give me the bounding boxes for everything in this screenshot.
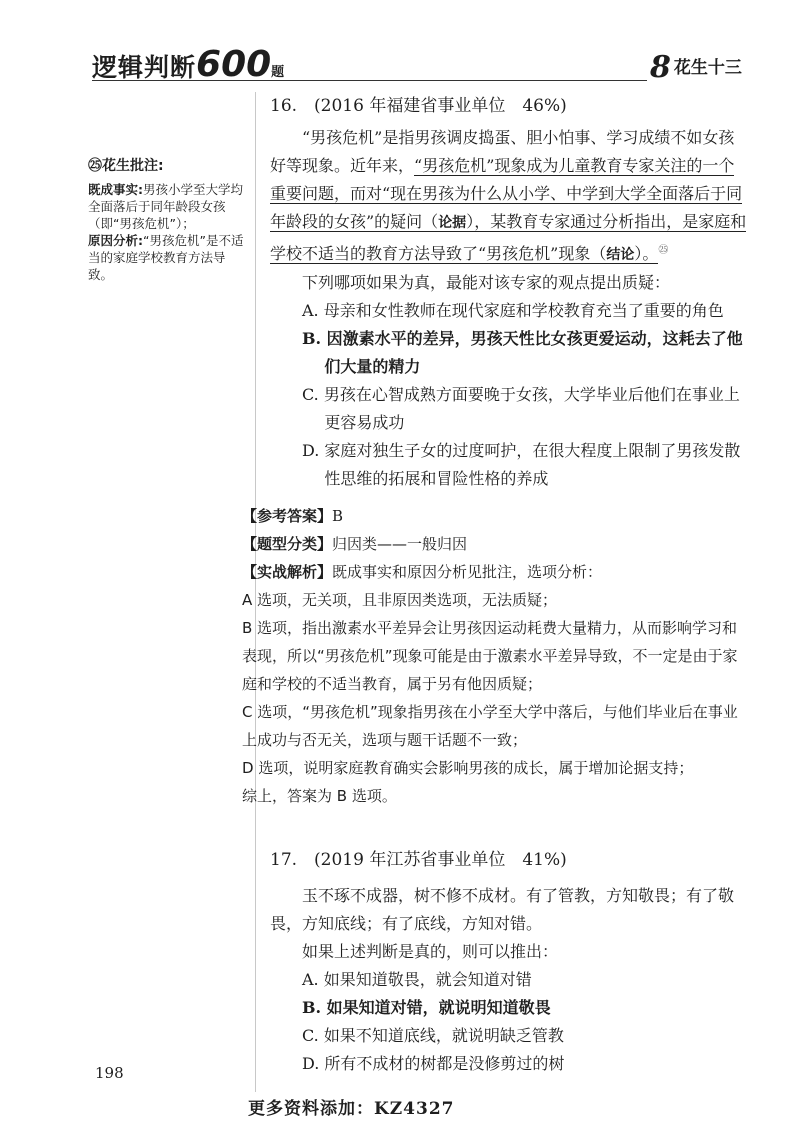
option-b: B. 因激素水平的差异，男孩天性比女孩更爱运动，这耗去了他们大量的精力	[302, 329, 743, 377]
analysis-intro: 【实战解析】既成事实和原因分析见批注，选项分析：	[242, 563, 603, 581]
sidebar-annotation	[88, 158, 248, 283]
option-d: D. 家庭对独生子女的过度呵护，在很大程度上限制了男孩发散性思维的拓展和冒险性格的养成	[302, 441, 741, 489]
question-17	[270, 846, 748, 1078]
header-rule	[92, 80, 647, 81]
option-d: D. 所有不成材的树都是没修剪过的树	[302, 1054, 565, 1073]
keyword-conclusion: 结论	[606, 247, 635, 264]
annotation-reason: 原因分析:“男孩危机”是不适当的家庭学校教育方法导致。	[88, 233, 244, 282]
annotation-mark: ㉕	[658, 245, 669, 256]
page-number: 198	[95, 1064, 124, 1082]
reference-answer: 【参考答案】B	[242, 507, 344, 525]
footer-watermark: 更多资料添加：KZ4327	[248, 1099, 455, 1119]
question-heading: 16. (2016 年福建省事业单位 46%)	[270, 96, 567, 116]
badge-mark: 8	[650, 50, 671, 85]
keyword-evidence: 论据	[438, 215, 467, 231]
option-a: A. 母亲和女性教师在现代家庭和学校教育充当了重要的角色	[302, 301, 724, 321]
question-prompt: 如果上述判断是真的，则可以推出：	[302, 942, 559, 961]
analysis-c: C 选项，“男孩危机”现象指男孩在小学至大学中落后，与他们毕业后在事业上成功与否无关，选项与题干话题不一致；	[242, 703, 738, 749]
annotation-title: ㉕花生批注:	[88, 158, 164, 174]
question-16	[270, 92, 748, 493]
option-b: B. 如果知道对错，就说明知道敬畏	[302, 998, 551, 1017]
annotation-fact: 既成事实:男孩小学至大学均全面落后于同年龄段女孩（即“男孩危机”）；	[88, 182, 244, 231]
option-a: A. 如果知道敬畏，就会知道对错	[302, 970, 532, 989]
analysis-d: D 选项，说明家庭教育确实会影响男孩的成长，属于增加论据支持；	[242, 759, 694, 777]
analysis-b: B 选项，指出激素水平差异会让男孩因运动耗费大量精力，从而影响学习和表现，所以“男孩危机”现象可能是由于激素水平差异导致，不一定是由于家庭和学校的不适当教育，属于另有他因质疑；	[242, 619, 738, 693]
running-header-title: 逻辑判断600题	[92, 44, 286, 85]
question-type: 【题型分类】归因类——一般归因	[242, 535, 468, 553]
question-stem: “男孩危机”是指男孩调皮捣蛋、胆小怕事、学习成绩不如女孩好等现象。近年来，“男孩危机”现象成为儿童教育专家关注的一个重要问题，而对“现在男孩为什么从小学、中学到大学全面落后于同年龄段的女孩”的疑问（论据），某教育专家通过分析指出，是家庭和学校不适当的教育方法导致了“男孩危机”现象（结论）。$^㉕$	[270, 128, 747, 264]
question-prompt: 下列哪项如果为真，最能对该专家的观点提出质疑：	[302, 273, 671, 293]
analysis-summary: 综上，答案为 B 选项。	[242, 787, 397, 805]
analysis-a: A 选项，无关项，且非原因类选项，无法质疑；	[242, 591, 558, 609]
answer-analysis	[242, 502, 750, 810]
option-c: C. 男孩在心智成熟方面要晚于女孩，大学毕业后他们在事业上更容易成功	[302, 385, 740, 433]
header-badge: 8 花生十三	[650, 50, 742, 85]
underlined-argument: “男孩危机”现象成为儿童教育专家关注的一个重要问题，而对“现在男孩为什么从小学、中学到大学全面落后于同年龄段的女孩”的疑问（论据），某教育专家通过分析指出，是家庭和学校不适当的教育方法导致了“男孩危机”现象（结论）。	[270, 156, 747, 264]
question-stem: 玉不琢不成器，树不修不成材。有了管教，方知敬畏；有了敬畏，方知底线；有了底线，方知对错。	[270, 886, 735, 933]
question-heading: 17. (2019 年江苏省事业单位 41%)	[270, 850, 567, 870]
option-c: C. 如果不知道底线，就说明缺乏管教	[302, 1026, 564, 1045]
